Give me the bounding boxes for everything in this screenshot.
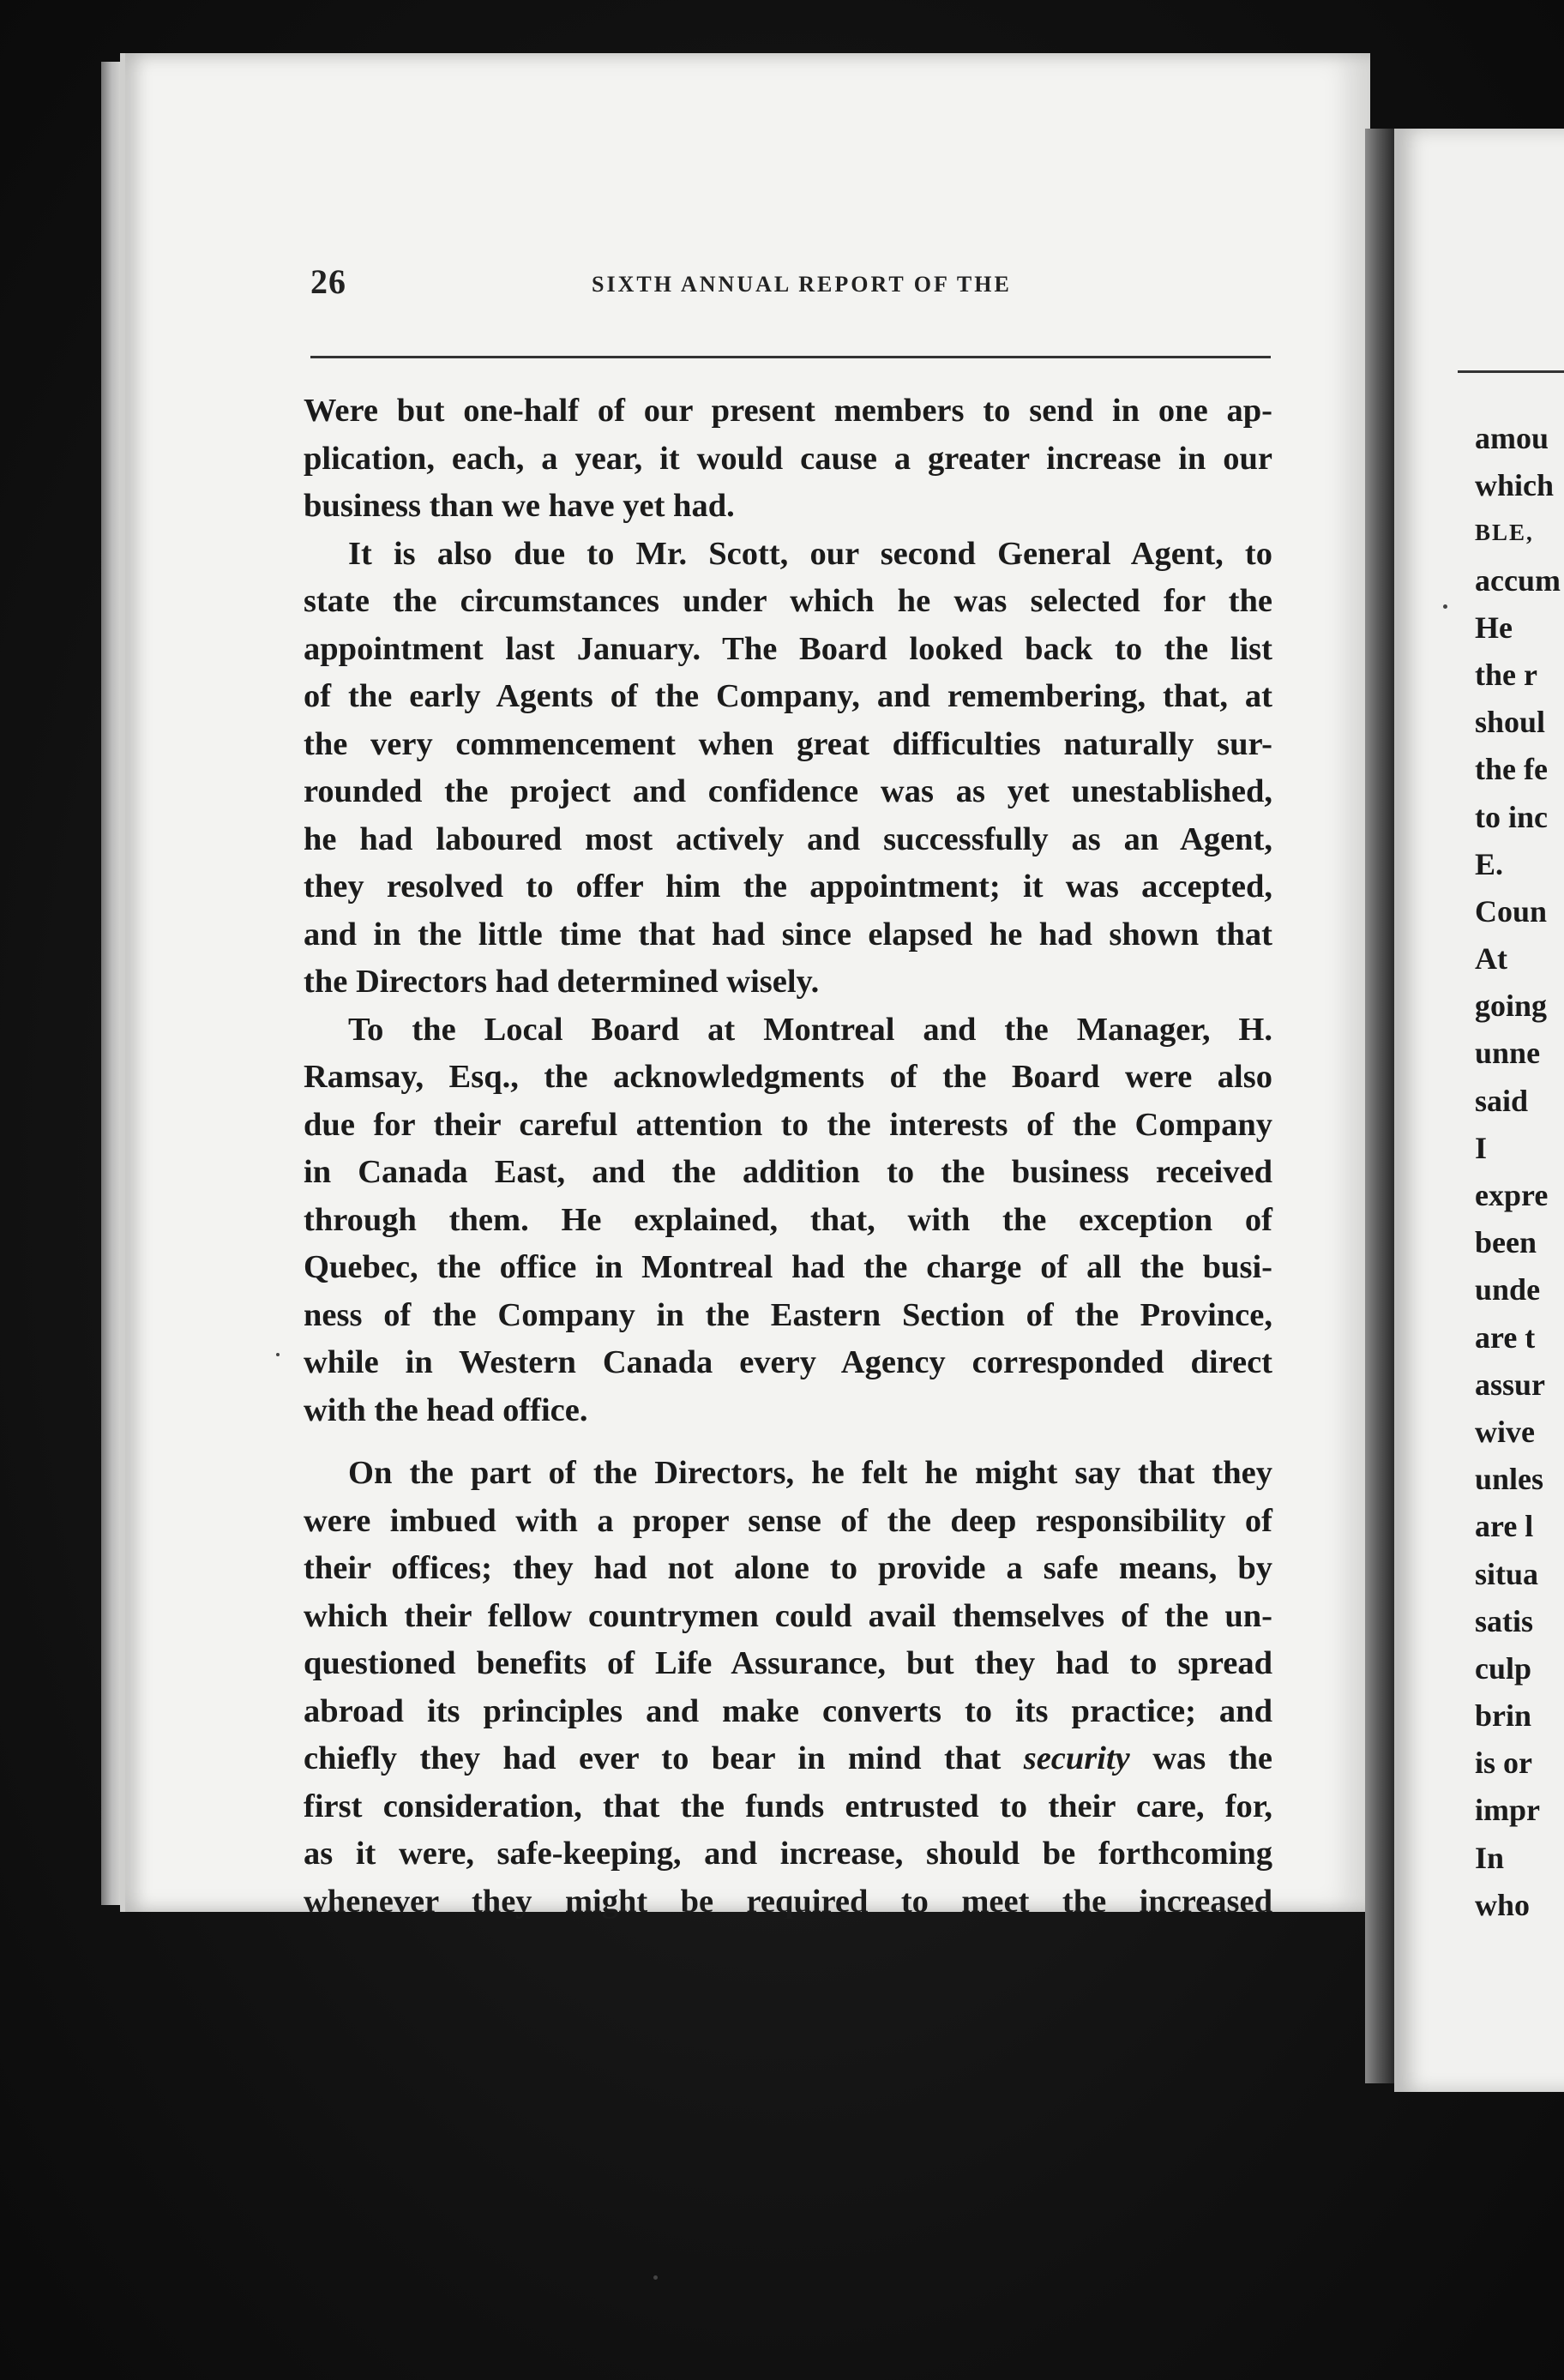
paragraph-3 — [304, 1007, 1272, 1435]
text-line: state the circumstances under which he was selected for the — [304, 583, 1272, 619]
right-page-line: brin — [1475, 1698, 1532, 1734]
text-line: in Canada East, and the addition to the business received — [304, 1154, 1272, 1190]
right-page-line: Coun — [1475, 893, 1548, 929]
right-page-line: wive — [1475, 1414, 1535, 1449]
right-page-line: to inc — [1475, 799, 1548, 834]
paragraph-2 — [304, 531, 1272, 1007]
book-gutter — [1365, 129, 1394, 2083]
text-line: Quebec, the office in Montreal had the charge of all the busi- — [304, 1249, 1272, 1285]
right-page-line: impr — [1475, 1793, 1540, 1828]
right-page-line: E. — [1475, 846, 1504, 881]
scan-speck — [653, 2275, 658, 2280]
right-page-line: unde — [1475, 1272, 1541, 1307]
page-number: 26 — [310, 262, 346, 301]
body-text — [304, 388, 1272, 1926]
text-line: Ramsay, Esq., the acknowledgments of the Board were also — [304, 1059, 1272, 1095]
text-line: while in Western Canada every Agency corresponded direct — [304, 1344, 1272, 1380]
right-page-line: going — [1475, 989, 1548, 1024]
right-page-line: the fe — [1475, 752, 1548, 787]
text-line: and in the little time that had since elapsed he had shown that — [304, 916, 1272, 953]
right-page-line: said — [1475, 1083, 1529, 1118]
right-page-line: BLE, — [1475, 520, 1534, 546]
right-page-line: I — [1475, 1130, 1488, 1165]
right-page-header-rule — [1458, 370, 1564, 373]
text-line: they resolved to offer him the appointment; it was accepted, — [304, 868, 1272, 905]
right-page-line: which — [1475, 468, 1555, 503]
right-page-line: expre — [1475, 1178, 1549, 1212]
right-page-line: situa — [1475, 1556, 1539, 1591]
text-line: appointment last January. The Board looked back to the list — [304, 630, 1272, 667]
right-page-text-fragment — [1475, 415, 1564, 1929]
paragraph-1 — [304, 388, 1272, 531]
right-page-line: are l — [1475, 1509, 1534, 1544]
right-page-line: accum — [1475, 562, 1561, 598]
text-line: through them. He explained, that, with the exception of — [304, 1201, 1272, 1238]
scan-speck — [1443, 604, 1447, 609]
scan-speck — [276, 1353, 280, 1356]
text-line: with the head office. — [304, 1391, 588, 1428]
text-line: first consideration, that the funds entrusted to their care, for, — [304, 1788, 1272, 1824]
right-page-line: satis — [1475, 1603, 1534, 1638]
text-line: whenever they might be required to meet the increased — [304, 1883, 1272, 1920]
text-line: he had laboured most actively and successfully as an Agent, — [304, 820, 1272, 857]
text-line: ness of the Company in the Eastern Section of the Province, — [304, 1296, 1272, 1333]
text-line: their offices; they had not alone to provide a safe means, by — [304, 1550, 1272, 1586]
text-line: To the Local Board at Montreal and the Manager, H. — [348, 1011, 1272, 1048]
text-line: were imbued with a proper sense of the deep responsibility of — [304, 1502, 1272, 1539]
right-page-line: unne — [1475, 1036, 1541, 1071]
text-line: plication, each, a year, it would cause a greater increase in our — [304, 440, 1272, 477]
right-page-line: the r — [1475, 657, 1537, 692]
text-line: Were but one-half of our present members to send in one ap- — [304, 393, 1272, 429]
text-line: the very commencement when great difficulties naturally sur- — [304, 725, 1272, 762]
running-head — [310, 261, 1271, 313]
paragraph-4 — [304, 1450, 1272, 1926]
text-line: which their fellow countrymen could avail themselves of the un- — [304, 1597, 1272, 1634]
paragraph-gap — [304, 1434, 1272, 1450]
right-page-line: been — [1475, 1225, 1537, 1260]
emphasized-word: security — [1023, 1740, 1130, 1776]
right-page-line: At — [1475, 941, 1507, 977]
right-page-line: assur — [1475, 1367, 1546, 1402]
text-line: rounded the project and confidence was as yet unestablished, — [304, 773, 1272, 809]
right-page-line: who — [1475, 1887, 1531, 1922]
right-page-line: unles — [1475, 1462, 1544, 1497]
text-line: questioned benefits of Life Assurance, but they had to spread — [304, 1645, 1272, 1681]
text-line: abroad its principles and make converts to its practice; and — [304, 1692, 1272, 1729]
text-line: of the early Agents of the Company, and remembering, that, at — [304, 678, 1272, 714]
right-page-line: amou — [1475, 421, 1549, 455]
text-line: On the part of the Directors, he felt he might say that they — [348, 1455, 1272, 1491]
right-page-line: culp — [1475, 1650, 1532, 1686]
text-line: due for their careful attention to the interests of the Company — [304, 1106, 1272, 1143]
text-line: as it were, safe-keeping, and increase, should be forthcoming — [304, 1836, 1272, 1872]
right-page-line: is or — [1475, 1746, 1532, 1781]
text-line: the Directors had determined wisely. — [304, 964, 820, 1000]
right-page-line: He — [1475, 610, 1513, 645]
right-page-line: shoul — [1475, 705, 1546, 740]
text-line: business than we have yet had. — [304, 488, 735, 524]
header-rule — [310, 356, 1271, 358]
text-line: It is also due to Mr. Scott, our second General Agent, to — [348, 535, 1272, 572]
right-page-line: are t — [1475, 1319, 1536, 1355]
running-title: SIXTH ANNUAL REPORT OF THE — [592, 272, 1012, 297]
right-page-line: In — [1475, 1840, 1505, 1875]
text-line: chiefly they had ever to bear in mind that security was the — [304, 1740, 1273, 1776]
